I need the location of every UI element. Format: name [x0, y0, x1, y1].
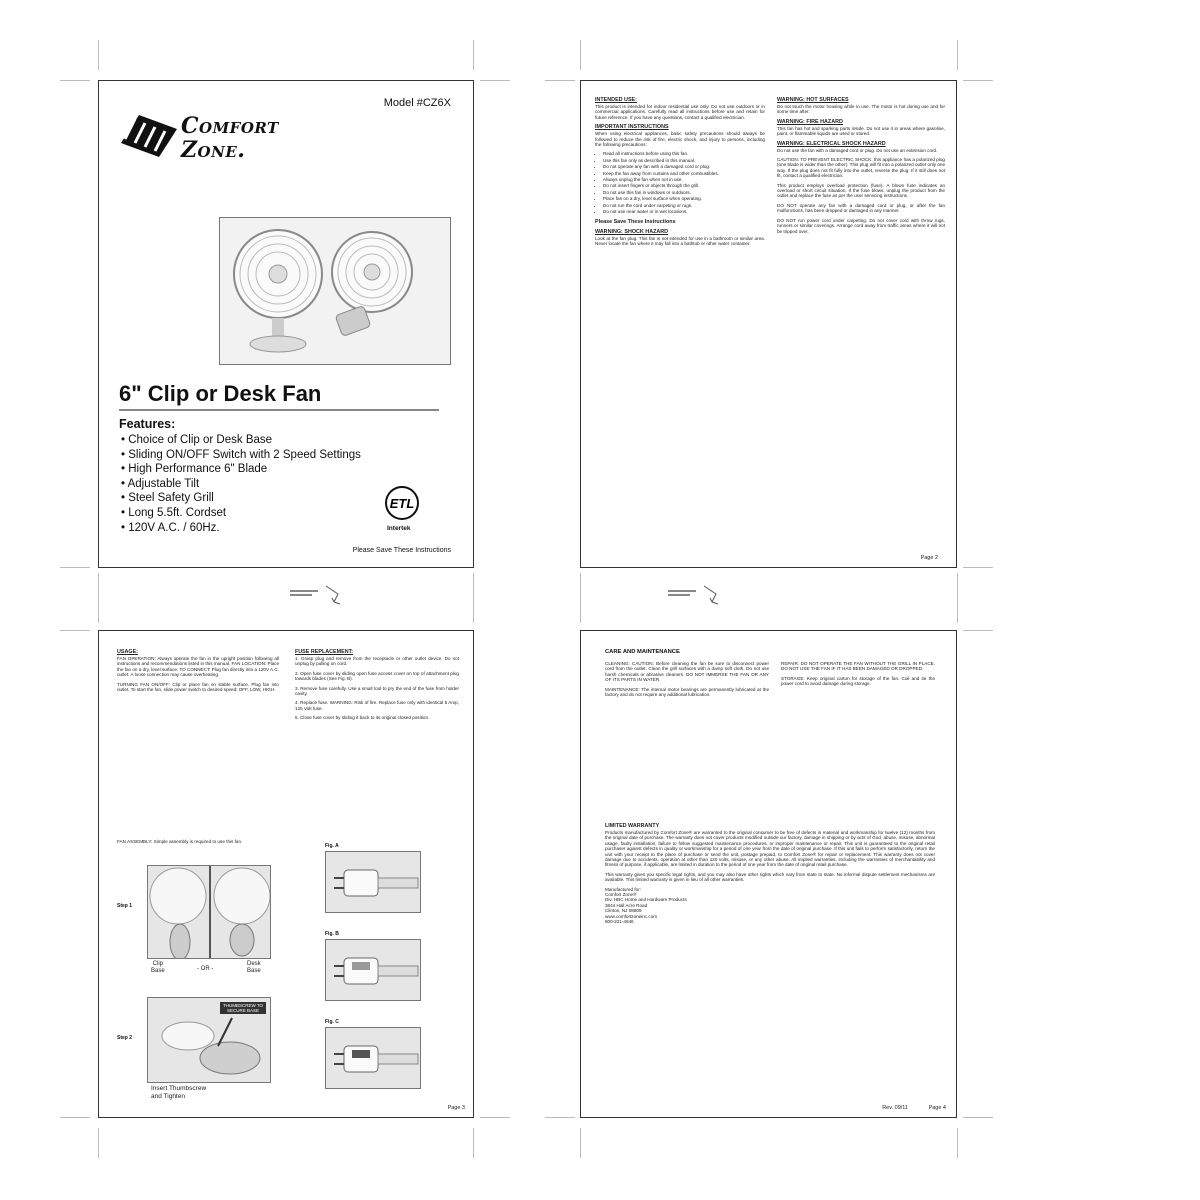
- product-photo: [219, 217, 451, 365]
- page-2: [580, 80, 957, 568]
- page-number: Page 4: [928, 1105, 946, 1111]
- or-label: - OR -: [197, 966, 214, 972]
- crop-mark: [60, 630, 90, 631]
- polarized-text: CAUTION: TO PREVENT ELECTRIC SHOCK, this appliance has a polarized plug (one blade is wider than the other). This plug will fit into a polarized outlet only one way. If the plug does not fit fully into the outlet, reverse the plug. If it still does not fit, contact a qualified electrician.: [777, 157, 945, 179]
- cert-mark-text: ETL: [389, 496, 415, 511]
- crop-mark: [480, 80, 510, 81]
- notice-text: DO NOT operate any fan with a damaged cord or plug, or after the fan malfunctions, has been dropped or damaged in any manner.: [777, 202, 945, 214]
- crop-mark: [580, 1128, 581, 1158]
- clip-base-label: Clip Base: [151, 961, 165, 974]
- brand-line-2: Zone.: [181, 137, 246, 163]
- left-column: [595, 93, 765, 250]
- fuse-step: 4. Replace fuse. WARNING: Risk of fire. Replace fuse only with identical 5 Amp, 125 Volt fuse.: [295, 700, 459, 711]
- fig-a-photo: [325, 851, 421, 913]
- warranty-text: Products manufactured by Comfort Zone® are warranted to the original consumer to be free of defects in material and workmanship for twelve (12) months from the original date of purchase. The warranty does not cover products modified outside our factory, damage in shipping or by acts of God, abuse, misuse, abnormal usage, faulty installation, failure to follow suggested maintenance procedures, or improper maintenance or repair. This unit is guaranteed to the original retail purchaser against defects in quality or workmanship for a period of one year from the date of original purchase. If this unit fails to perform satisfactorily, return the unit with your receipt to the place of purchase or send the unit, postage prepaid, to Comfort Zone® for repair or replacement. This warranty does not cover damage due to accidents, operation at other than 120 volts, misuse, or any other abuse. All implied warranties, including the warranties of merchantability and fitness of purpose, if applicable, are limited in duration to the period of one year from the date of original retail purchase.: [605, 830, 935, 868]
- crop-mark: [473, 40, 474, 70]
- usage-column: [117, 645, 279, 696]
- turning-on-off-text: TURNING FAN ON/OFF: Clip or place fan on stable surface. Plug fan into outlet. To start the fan, slide power switch to desired speed: OFF, LOW, HIGH.: [117, 681, 279, 693]
- cord-text: DO NOT run power cord under carpeting. Do not cover cord with throw rugs, runners or similar coverings. Arrange cord away from traffic areas where it will not be tripped over.: [777, 217, 945, 234]
- fuse-step: 2. Open fuse cover by sliding open fuse access cover on top of attachment plug towards blades (See Fig. B).: [295, 670, 459, 682]
- fig-a-label: Fig. A: [325, 843, 339, 849]
- fold-arrow-icon: [664, 584, 734, 606]
- safety-item: • Do not operate any fan with a damaged cord or plug.: [603, 164, 765, 169]
- feature-item: • Sliding ON/OFF Switch with 2 Speed Settings: [121, 448, 361, 461]
- heading-fuse: FUSE REPLACEMENT:: [295, 649, 354, 655]
- brand-line-1: Comfort: [181, 113, 279, 139]
- care-left: [605, 661, 769, 701]
- base-options-illustration: [148, 866, 271, 959]
- safety-item: • Read all instructions before using this fan.: [603, 151, 765, 156]
- fan-operation-text: FAN OPERATION: Always operate the fan in the upright position following all instructions and recommendations listed in this manual. FAN LOCATION: Place the fan on a dry, level surface. TO CONNECT: Plug fan directly into a 120V A.C. outlet. A loose connection may cause overheating.: [117, 656, 279, 678]
- fig-c-label: Fig. C: [325, 1019, 339, 1025]
- title-rule: [119, 409, 439, 411]
- fuse-step: 1. Grasp plug and remove from the receptacle or other outlet device. Do not unplug by pulling on cord.: [295, 656, 459, 667]
- safety-item: • Keep the fan away from curtains and other combustibles.: [603, 171, 765, 176]
- crop-mark: [957, 1128, 958, 1158]
- crop-mark: [60, 1117, 90, 1118]
- crop-mark: [473, 573, 474, 623]
- cert-name: Intertek: [387, 525, 411, 532]
- crop-mark: [957, 40, 958, 70]
- page-4: [580, 630, 957, 1118]
- model-number: Model #CZ6X: [383, 97, 451, 109]
- brand-logo-icon: [121, 113, 177, 159]
- heading-intended-use: INTENDED USE:: [595, 97, 637, 103]
- crop-mark: [580, 573, 581, 623]
- fuse-steps: [295, 656, 459, 721]
- safety-item: • Do not run the cord under carpeting or rugs.: [603, 203, 765, 208]
- step-1-label: Step 1: [117, 903, 133, 909]
- important-intro: When using electrical appliances, basic safety precautions should always be followed to reduce the risk of fire, electric shock, and injury to persons, including the following precautions:: [595, 131, 765, 148]
- heading-hot: WARNING: HOT SURFACES: [777, 97, 849, 103]
- feature-item: • Steel Safety Grill: [121, 492, 214, 505]
- crop-mark: [963, 1117, 993, 1118]
- thumbscrew-callout: THUMBSCREW TO SECURE BASE: [220, 1002, 266, 1014]
- storage-text: STORAGE: Keep original carton for storage of the fan. Coil and tie the power cord to avoid damage during storage.: [781, 675, 935, 687]
- fuse-step: 3. Remove fuse carefully. Use a small tool to pry the end of the fuse from holder cavity.: [295, 685, 459, 697]
- save-instructions: Please Save These Instructions: [352, 547, 451, 554]
- safety-item: • Do not insert fingers or objects through the grill.: [603, 183, 765, 188]
- page-3: [98, 630, 474, 1118]
- crop-mark: [473, 1128, 474, 1158]
- manufacturer-info: Manufactured for: Comfort Zone® Div. HBC Home and Hardware Products 3644 Hall Acre Road Clinton, NJ 08809 www.comfortzoneinc.com 800-221-4646: [605, 886, 687, 925]
- crop-mark: [60, 567, 90, 568]
- crop-mark: [545, 1117, 575, 1118]
- fig-b-label: Fig. B: [325, 931, 339, 937]
- revision: Rev. 09/11: [882, 1105, 908, 1111]
- hot-text: Do not touch the motor housing while in use. The motor is hot during use and for some time after.: [777, 104, 945, 115]
- crop-mark: [545, 80, 575, 81]
- features-list: [121, 433, 361, 535]
- electrical-text: Do not use the fan with a damaged cord or plug. Do not use an extension cord.: [777, 147, 938, 153]
- feature-item: • 120V A.C. / 60Hz.: [121, 521, 220, 534]
- page-number: Page 2: [920, 555, 938, 561]
- brand-name: [181, 114, 279, 162]
- heading-electrical: WARNING: ELECTRICAL SHOCK HAZARD: [777, 140, 886, 147]
- intended-use-text: This product is intended for indoor residential use only. Do not use outdoors or in commercial applications. Carefully read all instructions before use and retain for future reference. If you have any questions, contact a qualified electrician.: [595, 104, 765, 120]
- assembly-text: FAN ASSEMBLY: Simple assembly is required to use this fan.: [117, 839, 243, 844]
- safety-item: • Place fan on a dry, level surface when operating.: [603, 196, 765, 201]
- crop-mark: [963, 630, 993, 631]
- right-column: [777, 93, 945, 238]
- rights-text: This warranty gives you specific legal rights, and you may also have other rights which vary from state to state. No informal dispute settlement mechanisms are available. This limited warranty is given in lieu of all other warranties.: [605, 871, 935, 883]
- cleaning-text: CLEANING: CAUTION: Before cleaning the fan be sure to disconnect power cord from the outlet. Clean the grill surfaces with a damp soft cloth. Do not use harsh chemicals or abrasive cleaners. DO NOT IMMERSE THE FAN OR ANY OF ITS PARTS IN WATER.: [605, 661, 769, 683]
- step-2-photo: [147, 997, 271, 1083]
- feature-item: • Choice of Clip or Desk Base: [121, 434, 273, 446]
- heading-care: CARE AND MAINTENANCE: [605, 649, 680, 655]
- plug-b-illustration: [326, 940, 421, 1001]
- crop-mark: [480, 1117, 510, 1118]
- warranty-section: [605, 819, 935, 929]
- fuse-column: [295, 645, 459, 725]
- plug-c-illustration: [326, 1028, 421, 1089]
- heading-usage: USAGE:: [117, 649, 138, 655]
- safety-item: • Do not use near water or in wet locations.: [603, 209, 765, 214]
- heading-important: IMPORTANT INSTRUCTIONS: [595, 124, 669, 131]
- safety-item: • Use this fan only as described in this manual.: [603, 158, 765, 163]
- fuse-text: This product employs overload protection (fuse). A blown fuse indicates an overload or short circuit situation. If the fuse blows, unplug the product from the outlet and replace the fuse as per the user servicing instructions.: [777, 182, 945, 199]
- safety-list: [595, 151, 765, 214]
- crop-mark: [98, 573, 99, 623]
- desk-base-label: Desk Base: [247, 961, 261, 974]
- page-number: Page 3: [447, 1105, 465, 1111]
- product-title: 6" Clip or Desk Fan: [119, 381, 322, 406]
- crop-mark: [98, 40, 99, 70]
- care-right: [781, 661, 935, 691]
- etl-cert-icon: [382, 483, 432, 525]
- plug-a-illustration: [326, 852, 421, 913]
- safety-item: • Always unplug the fan when not in use.: [603, 177, 765, 182]
- crop-mark: [98, 1128, 99, 1158]
- safety-item: • Do not use this fan in windows or outdoors.: [603, 190, 765, 195]
- fig-b-photo: [325, 939, 421, 1001]
- cover-page: [98, 80, 474, 568]
- maintenance-text: MAINTENANCE: The internal motor bearings are permanently lubricated at the factory and do not require any additional lubrication.: [605, 686, 769, 698]
- crop-mark: [580, 40, 581, 70]
- insert-thumbscrew-label: Insert Thumbscrew and Tighten: [151, 1085, 207, 1100]
- heading-warranty: LIMITED WARRANTY: [605, 823, 660, 829]
- fig-c-photo: [325, 1027, 421, 1089]
- heading-shock: WARNING: SHOCK HAZARD: [595, 228, 669, 235]
- heading-fire: WARNING: FIRE HAZARD: [777, 118, 843, 125]
- fan-illustration: [220, 218, 451, 365]
- feature-item: • Adjustable Tilt: [121, 477, 200, 490]
- fuse-step: 5. Close fuse cover by sliding it back to its original closed position.: [295, 715, 430, 721]
- shock-text: Look at the fan plug. This fan is not intended for use in a bathroom or similar area. Never locate the fan where it may fall into a bathtub or other water container.: [595, 235, 765, 246]
- crop-mark: [957, 573, 958, 623]
- save-note: Please Save These Instructions: [595, 218, 676, 225]
- step-1-photo: [147, 865, 271, 959]
- fold-arrow-icon: [286, 584, 356, 606]
- crop-mark: [963, 567, 993, 568]
- crop-mark: [963, 80, 993, 81]
- repair-text: REPAIR: DO NOT OPERATE THE FAN WITHOUT THE GRILL IN PLACE. DO NOT USE THE FAN IF IT HAS BEEN DAMAGED OR DROPPED.: [781, 661, 935, 672]
- step-2-label: Step 2: [117, 1035, 133, 1041]
- crop-mark: [60, 80, 90, 81]
- features-heading: Features:: [119, 417, 176, 431]
- fire-text: This fan has hot and sparking parts inside. Do not use it in areas where gasoline, paint, or flammable liquids are used or stored.: [777, 125, 945, 137]
- feature-item: • High Performance 6" Blade: [121, 463, 268, 476]
- feature-item: • Long 5.5ft. Cordset: [121, 506, 227, 519]
